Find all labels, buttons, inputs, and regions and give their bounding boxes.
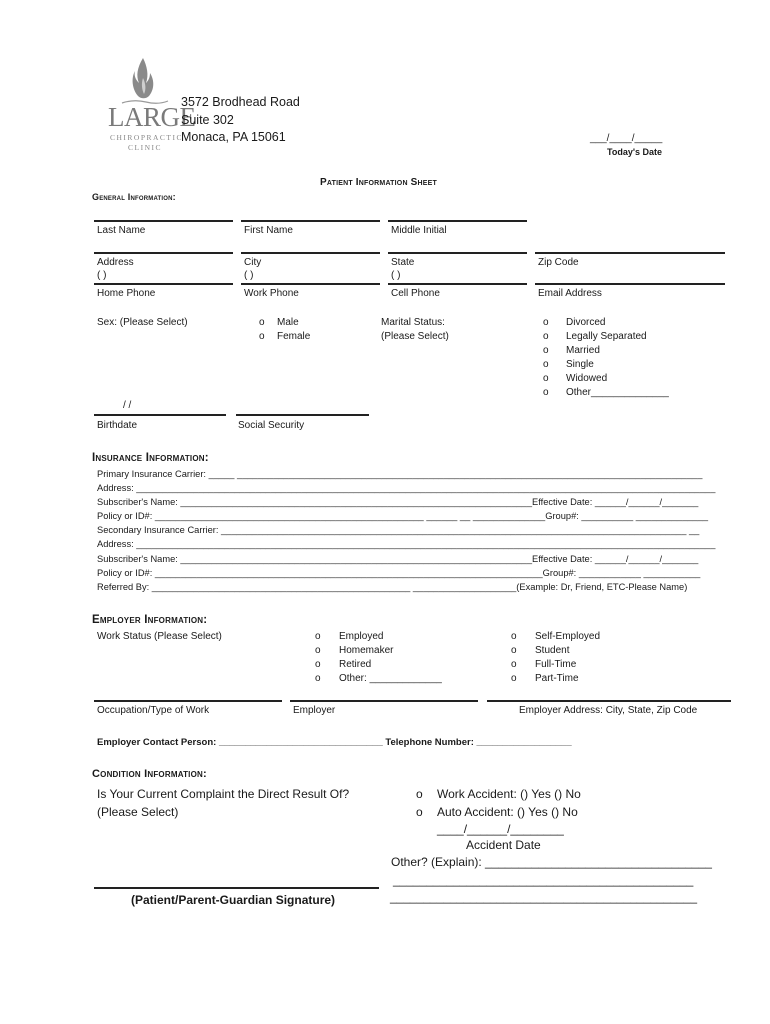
sex-option-male[interactable]: o Male <box>259 317 299 328</box>
other-explain-field[interactable]: Other? (Explain): __________________________________ <box>391 855 712 869</box>
marital-option-divorced[interactable]: o Divorced <box>543 317 606 328</box>
marital-status-label: Marital Status: (Please Select) <box>381 317 449 342</box>
last-name-label: Last Name <box>97 225 146 236</box>
address-line: Suite 302 <box>181 112 234 127</box>
auto-accident-option[interactable]: o Auto Accident: () Yes () No <box>416 804 578 819</box>
clinic-logo <box>108 56 196 152</box>
work-status-full-time[interactable]: o Full-Time <box>511 659 577 670</box>
referred-by-field[interactable]: Referred By: __________________________________________________ ____________________(Example: Dr, Friend, ETC-Please Name) <box>97 581 688 592</box>
primary-carrier-field[interactable]: Primary Insurance Carrier: _____ __________________________________________________________________________________________ <box>97 469 703 479</box>
work-status-retired[interactable]: o Retired <box>315 659 372 670</box>
secondary-carrier-field[interactable]: Secondary Insurance Carrier: __________________________________________________________________________________________ __ <box>97 525 700 536</box>
sex-options <box>259 316 310 344</box>
sex-option-female[interactable]: o Female <box>259 331 311 342</box>
work-phone-field[interactable] <box>241 283 380 285</box>
home-phone-label: Home Phone <box>97 288 156 299</box>
marital-option-married[interactable]: o Married <box>543 345 600 356</box>
area-code: ( ) <box>391 270 401 281</box>
birthdate-label: Birthdate <box>97 420 138 431</box>
work-status-self-employed[interactable]: o Self-Employed <box>511 631 601 642</box>
middle-initial-label: Middle Initial <box>391 225 447 236</box>
accident-date-field[interactable]: ____/______/________ <box>437 822 564 836</box>
last-name-field[interactable] <box>94 220 233 222</box>
middle-initial-field[interactable] <box>388 220 527 222</box>
work-status-employed[interactable]: o Employed <box>315 631 384 642</box>
first-name-field[interactable] <box>241 220 380 222</box>
logo-subtitle: CHIROPRACTIC <box>110 133 184 142</box>
marital-option-other[interactable]: o Other______________ <box>543 387 669 398</box>
signature-label: (Patient/Parent-Guardian Signature) <box>131 893 336 907</box>
address-line: 3572 Brodhead Road <box>181 95 300 109</box>
ssn-label: Social Security <box>238 420 305 431</box>
marital-options <box>543 316 669 400</box>
address-line: Monaca, PA 15061 <box>181 130 286 144</box>
signature-field[interactable] <box>94 887 379 889</box>
address-label: Address <box>97 257 134 268</box>
insurance-heading: Insurance Information: <box>92 452 209 464</box>
employer-heading: Employer Information: <box>92 614 208 626</box>
city-label: City <box>244 257 262 268</box>
work-status-student[interactable]: o Student <box>511 645 570 656</box>
today-date-field[interactable]: ___/____/_____ <box>590 133 663 144</box>
occupation-field[interactable] <box>94 700 282 702</box>
employer-field[interactable] <box>290 700 478 702</box>
home-phone-field[interactable] <box>94 283 233 285</box>
logo-text: LARGE <box>108 102 196 132</box>
condition-question: Is Your Current Complaint the Direct Result Of? (Please Select) <box>97 787 350 819</box>
zip-label: Zip Code <box>538 257 579 268</box>
address-field[interactable] <box>94 252 233 254</box>
area-code: ( ) <box>244 270 254 281</box>
marital-option-single[interactable]: o Single <box>543 359 594 370</box>
work-phone-label: Work Phone <box>244 288 299 299</box>
work-status-options-left <box>315 630 442 686</box>
insurance-lines <box>97 467 715 594</box>
birthdate-blank: / / <box>123 400 132 411</box>
page-title: Patient Information Sheet <box>320 177 438 188</box>
employer-address-label: Employer Address: City, State, Zip Code <box>519 705 698 716</box>
marital-option-widowed[interactable]: o Widowed <box>543 373 608 384</box>
explain-line[interactable]: ______________________________________________ <box>390 890 697 904</box>
primary-policy-field[interactable]: Policy or ID#: ____________________________________________________ ______ __ ______________Group#: __________ ______________ <box>97 511 709 522</box>
email-field[interactable] <box>535 283 725 285</box>
condition-options <box>416 786 581 821</box>
cell-phone-field[interactable] <box>388 283 527 285</box>
cell-phone-label: Cell Phone <box>391 288 440 299</box>
accident-date-label: Accident Date <box>466 838 541 852</box>
city-field[interactable] <box>241 252 380 254</box>
logo-subtitle-2: CLINIC <box>128 143 162 152</box>
area-code: ( ) <box>97 270 107 281</box>
state-field[interactable] <box>388 252 527 254</box>
work-status-homemaker[interactable]: o Homemaker <box>315 645 394 656</box>
work-status-options-right <box>511 630 600 686</box>
state-label: State <box>391 257 415 268</box>
work-status-other[interactable]: o Other: _____________ <box>315 673 442 684</box>
explain-line[interactable]: _____________________________________________ <box>393 873 694 887</box>
clinic-address <box>181 94 300 147</box>
employer-address-field[interactable] <box>487 700 731 702</box>
employer-contact-field[interactable]: Employer Contact Person: _______________________________ Telephone Number: __________________ <box>97 737 572 748</box>
secondary-subscriber-field[interactable]: Subscriber's Name: ____________________________________________________________________Effective Date: ______/______/_______ <box>97 553 699 564</box>
employer-label: Employer <box>293 705 336 716</box>
today-date-label: Today's Date <box>607 147 662 157</box>
email-label: Email Address <box>538 288 602 299</box>
general-heading: General Information: <box>92 192 176 202</box>
primary-address-field[interactable]: Address: ________________________________________________________________________________________________________________ <box>97 483 716 494</box>
birthdate-field[interactable] <box>94 414 226 416</box>
occupation-label: Occupation/Type of Work <box>97 705 210 716</box>
sex-label: Sex: (Please Select) <box>97 317 188 328</box>
work-status-label: Work Status (Please Select) <box>97 631 222 642</box>
condition-heading: Condition Information: <box>92 768 207 780</box>
secondary-address-field[interactable]: Address: ________________________________________________________________________________________________________________ <box>97 539 716 550</box>
work-status-part-time[interactable]: o Part-Time <box>511 673 579 684</box>
primary-subscriber-field[interactable]: Subscriber's Name: ____________________________________________________________________Effective Date: ______/______/_______ <box>97 497 699 508</box>
zip-field[interactable] <box>535 252 725 254</box>
flame-icon <box>128 56 158 102</box>
secondary-policy-field[interactable]: Policy or ID#: ___________________________________________________________________________Group#: ____________ ___________ <box>97 567 701 578</box>
ssn-field[interactable] <box>236 414 369 416</box>
first-name-label: First Name <box>244 225 293 236</box>
work-accident-option[interactable]: o Work Accident: () Yes () No <box>416 787 581 801</box>
marital-option-separated[interactable]: o Legally Separated <box>543 331 647 342</box>
